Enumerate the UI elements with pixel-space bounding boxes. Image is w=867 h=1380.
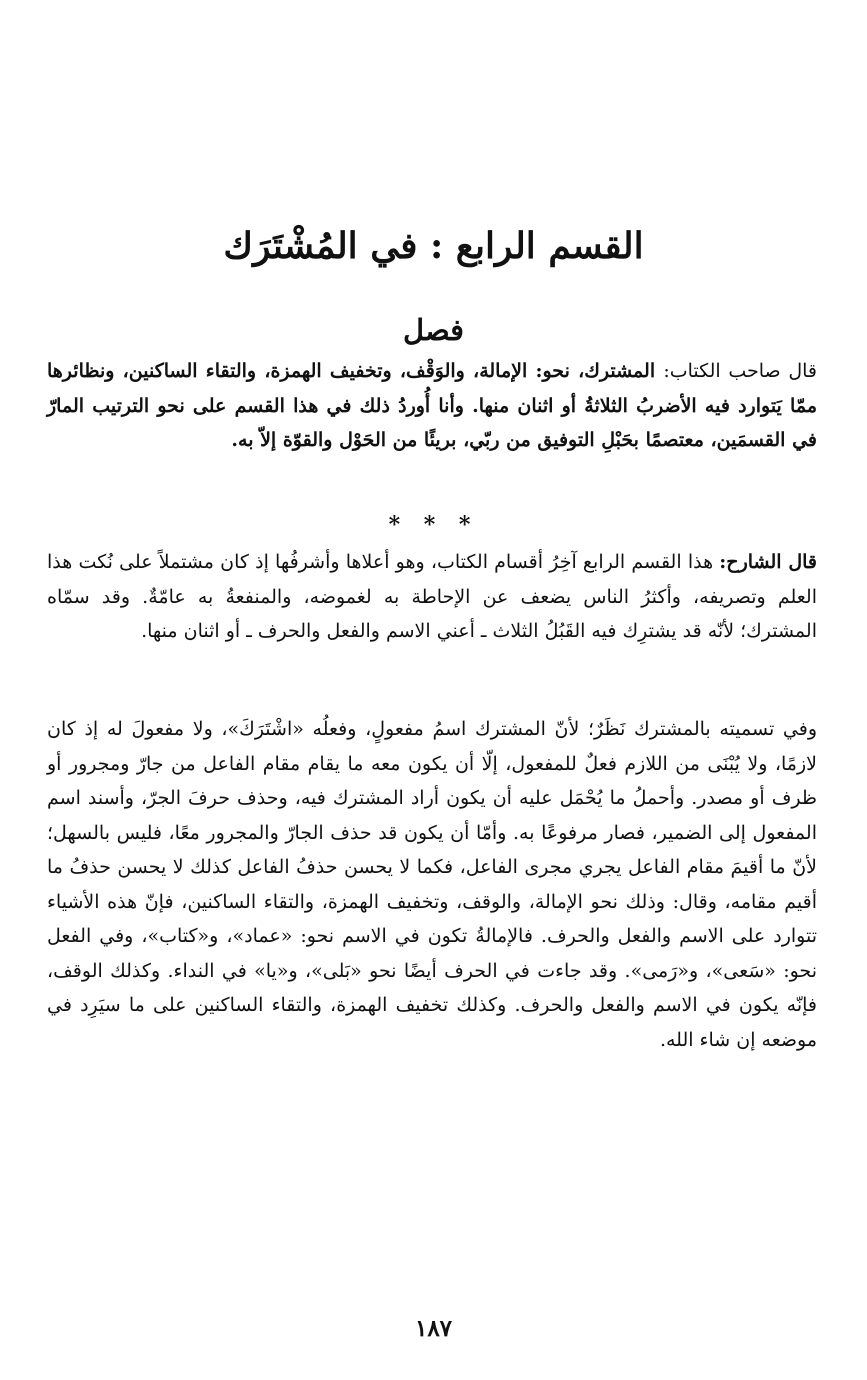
commentary-paragraph-2: وفي تسميته بالمشترك نَظَرٌ؛ لأنّ المشترك اسمُ مفعولٍ، وفعلُه «اشْتَرَكَ»، ولا مفعولَ له إذ كان لازمًا، ولا يُبْنَى من اللازم فعلٌ للمفعول، إلّا أن يكون معه ما يقام مقام الفاعل من جارّ ومجرور أو ظرف أو مصدر. وأحملُ ما يُحْمَل عليه أن يكون أراد المشترك فيه، وحذف حرفَ الجرّ، وأسند اسم المفعول إلى الضمير، فصار مرفوعًا به. وأمّا أن يكون قد حذف الجارّ والمجرور معًا، فليس بالسهل؛ لأنّ ما أقيمَ مقام الفاعل يجري مجرى الفاعل، فكما لا يحسن حذفُ الفاعل كذلك لا يحسن حذفُ ما أقيم مقامه، وقال: وذلك نحو الإمالة، والوقف، وتخفيف الهمزة، والتقاء الساكنين، فإنّ هذه الأشياء تتوارد على الاسم والفعل والحرف. فالإمالةُ تكون في الاسم نحو: «عماد»، و«كتاب»، وفي الفعل نحو: «سَعى»، و«رَمى». وقد جاءت في الحرف أيضًا نحو «بَلى»، و«يا» في النداء. وكذلك الوقف، فإنّه يكون في الاسم والفعل والحرف. وكذلك تخفيف الهمزة، والتقاء الساكنين على ما سيَرِد في موضعه إن شاء الله. xyxy=(47,718,817,1051)
author-text-lead: قال صاحب الكتاب: xyxy=(663,360,818,382)
asterisk-separator: * * * xyxy=(388,512,479,538)
author-text xyxy=(47,354,817,458)
commentary-paragraph xyxy=(47,545,817,649)
page-number: ١٨٧ xyxy=(414,1315,453,1342)
commentary-paragraph-1-body: هذا القسم الرابع آخِرُ أقسام الكتاب، وهو أعلاها وأشرفُها إذ كان مشتملاً على نُكت هذا العلم وتصريفه، وأكثرُ الناس يضعف عن الإحاطة به لغموضه، والمنفعةُ به عامّةٌ. وقد سمّاه المشترك؛ لأنّه قد يشترِك فيه القَبُلُ الثلاث ـ أعني الاسم والفعل والحرف ـ أو اثنان منها. xyxy=(47,551,817,642)
author-text-body: المشترك، نحو: الإمالة، والوَقْف، وتخفيف الهمزة، والتقاء الساكنين، ونظائرها ممّا يَتوارد فيه الأضربُ الثلاثةُ أو اثنان منها. وأنا أُوردُ ذلك في هذا القسم على نحو الترتيب المارّ في القسمَين، معتصمًا بحَبْلِ التوفيق من ربّي، بريئًا من الحَوْل والقوّة إلاّ به. xyxy=(47,360,817,451)
commentary-lead: قال الشارح: xyxy=(719,551,818,573)
chapter-title: القسم الرابع : في المُشْتَرَك xyxy=(223,225,644,267)
section-heading: فصل xyxy=(403,313,464,347)
